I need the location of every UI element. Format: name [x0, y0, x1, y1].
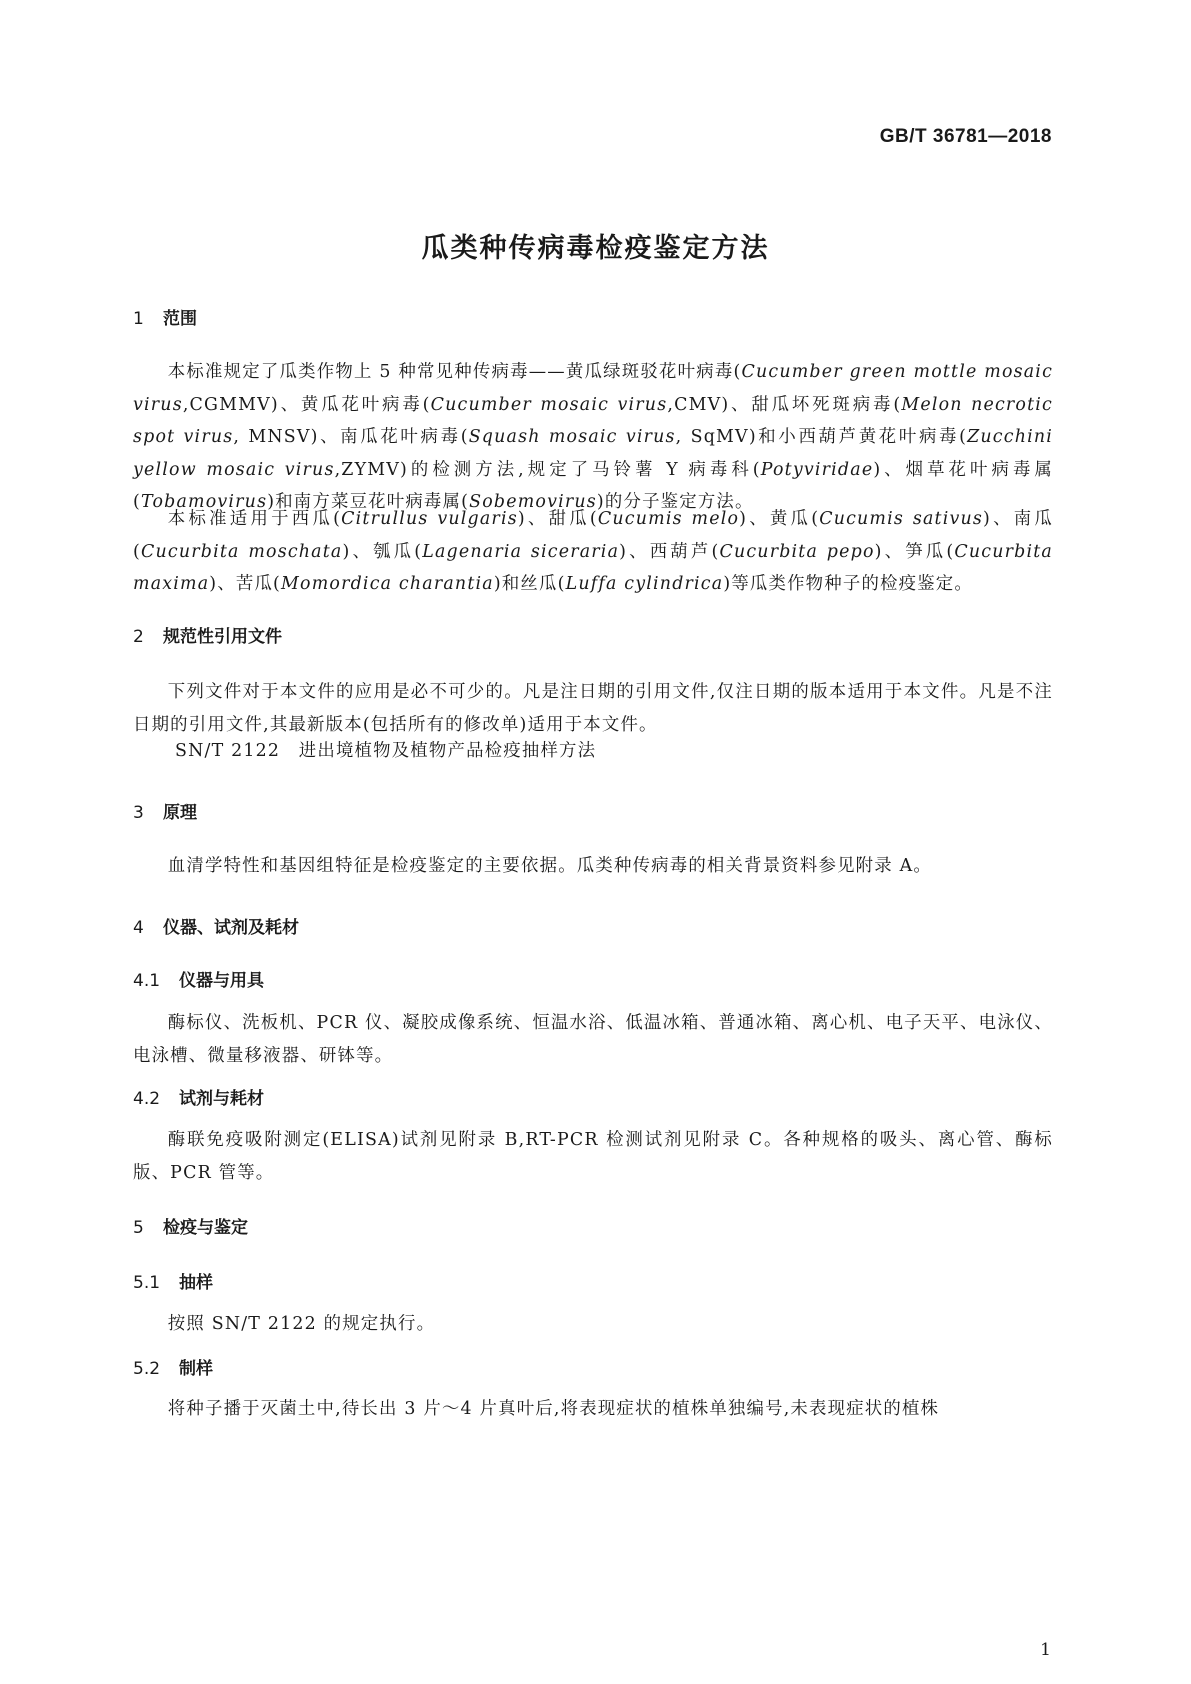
- normative-reference: SN/T 2122 进出境植物及植物产品检疫抽样方法: [175, 741, 597, 761]
- section-title: 范围: [163, 309, 197, 329]
- section-5-heading: [133, 1213, 248, 1238]
- section-3-heading: [133, 798, 197, 823]
- section-number: 1: [133, 309, 144, 329]
- section-2-paragraph-1: 下列文件对于本文件的应用是必不可少的。凡是注日期的引用文件,仅注日期的版本适用于本文件。凡是不注日期的引用文件,其最新版本(包括所有的修改单)适用于本文件。: [133, 682, 1053, 735]
- section-title: 原理: [163, 803, 197, 823]
- section-4-1-paragraph-1: 酶标仪、洗板机、PCR 仪、凝胶成像系统、恒温水浴、低温冰箱、普通冰箱、离心机、电子天平、电泳仪、电泳槽、微量移液器、研钵等。: [133, 1013, 1053, 1066]
- standard-code: GB/T 36781—2018: [879, 126, 1052, 147]
- section-1-paragraph-1: 本标准规定了瓜类作物上 5 种常见种传病毒——黄瓜绿斑驳花叶病毒(Cucumber green mottle mosaic virus,CGMMV)、黄瓜花叶病毒(Cucumber mosaic virus,CMV)、甜瓜坏死斑病毒(Melon necrotic spot virus, MNSV)、南瓜花叶病毒(Squash mosaic virus, SqMV)和小西葫芦黄花叶病毒(Zucchini yellow mosaic virus,ZYMV)的检测方法,规定了马铃薯 Y 病毒科(Potyviridae)、烟草花叶病毒属(Tobamovirus)和南方菜豆花叶病毒属(Sobemovirus)的分子鉴定方法。: [133, 362, 1054, 512]
- section-4-2-heading: [133, 1084, 264, 1109]
- section-5-1-heading: [133, 1268, 213, 1293]
- section-4-heading: [133, 913, 299, 938]
- section-title: 仪器、试剂及耗材: [163, 918, 299, 938]
- section-number: 4.2: [133, 1089, 161, 1109]
- section-5-1-paragraph-1: 按照 SN/T 2122 的规定执行。: [167, 1314, 436, 1334]
- section-title: 制样: [179, 1359, 213, 1379]
- section-1-paragraph-2: 本标准适用于西瓜(Citrullus vulgaris)、甜瓜(Cucumis melo)、黄瓜(Cucumis sativus)、南瓜(Cucurbita moschata)、瓠瓜(Lagenaria siceraria)、西葫芦(Cucurbita pepo)、笋瓜(Cucurbita maxima)、苦瓜(Momordica charantia)和丝瓜(Luffa cylindrica)等瓜类作物种子的检疫鉴定。: [133, 509, 1053, 594]
- section-title: 抽样: [179, 1273, 213, 1293]
- page-number: 1: [1040, 1640, 1051, 1660]
- section-number: 3: [133, 803, 144, 823]
- section-5-2-heading: [133, 1354, 213, 1379]
- section-number: 5: [133, 1218, 144, 1238]
- section-2-heading: [133, 622, 282, 647]
- section-number: 4.1: [133, 971, 161, 991]
- section-number: 4: [133, 918, 144, 938]
- section-number: 2: [133, 627, 144, 647]
- section-title: 试剂与耗材: [179, 1089, 264, 1109]
- section-title: 检疫与鉴定: [163, 1218, 248, 1238]
- section-title: 仪器与用具: [179, 971, 264, 991]
- section-5-2-paragraph-1: 将种子播于灭菌土中,待长出 3 片～4 片真叶后,将表现症状的植株单独编号,未表现症状的植株: [167, 1399, 940, 1419]
- section-3-paragraph-1: 血清学特性和基因组特征是检疫鉴定的主要依据。瓜类种传病毒的相关背景资料参见附录 A。: [167, 856, 932, 876]
- section-title: 规范性引用文件: [163, 627, 282, 647]
- section-4-1-heading: [133, 966, 264, 991]
- section-number: 5.2: [133, 1359, 161, 1379]
- section-4-2-paragraph-1: 酶联免疫吸附测定(ELISA)试剂见附录 B,RT-PCR 检测试剂见附录 C。各种规格的吸头、离心管、酶标版、PCR 管等。: [133, 1130, 1053, 1183]
- section-1-heading: [133, 304, 197, 329]
- section-number: 5.1: [133, 1273, 161, 1293]
- document-title: 瓜类种传病毒检疫鉴定方法: [421, 233, 770, 264]
